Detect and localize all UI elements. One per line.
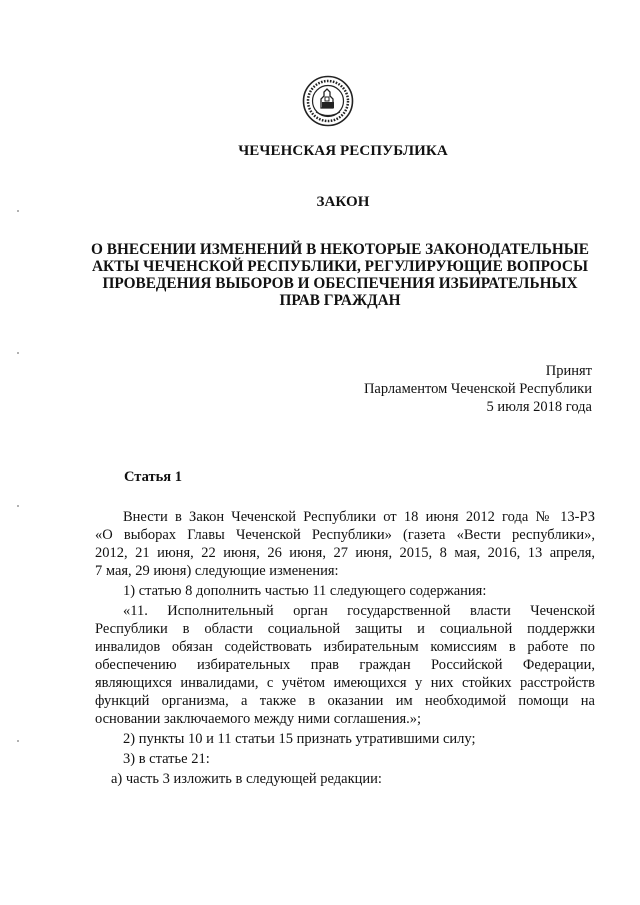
list-item: 1) статью 8 дополнить частью 11 следующего содержания:	[123, 583, 487, 599]
quote-line: обеспечению избирательных прав граждан Российской Федерации,	[95, 657, 595, 673]
law-title-line: ПРОВЕДЕНИЯ ВЫБОРОВ И ОБЕСПЕЧЕНИЯ ИЗБИРАТЕЛЬНЫХ	[102, 275, 578, 292]
law-title-line: О ВНЕСЕНИИ ИЗМЕНЕНИЙ В НЕКОТОРЫЕ ЗАКОНОДАТЕЛЬНЫЕ	[91, 241, 589, 258]
list-item: 3) в статье 21:	[123, 751, 210, 767]
scan-mark	[17, 505, 19, 507]
paragraph-line: Внести в Закон Чеченской Республики от 18 июня 2012 года № 13-РЗ	[123, 509, 595, 525]
list-item: 2) пункты 10 и 11 статьи 15 признать утратившими силу;	[123, 731, 476, 747]
quote-line: являющихся инвалидами, с учётом имеющихся у них стойких расстройств	[95, 675, 595, 691]
scan-mark	[17, 740, 19, 742]
adoption-block	[364, 362, 592, 416]
scan-mark	[17, 352, 19, 354]
law-title-line: АКТЫ ЧЕЧЕНСКОЙ РЕСПУБЛИКИ, РЕГУЛИРУЮЩИЕ ВОПРОСЫ	[91, 258, 589, 275]
article-heading: Статья 1	[124, 469, 182, 485]
quote-line: функций организма, а также в оказании им необходимой помощи на	[95, 693, 595, 709]
quote-line: «11. Исполнительный орган государственной власти Чеченской	[123, 603, 595, 619]
adopted-label: Принят	[545, 363, 592, 379]
quote-line: Республики в области социальной защиты и социальной поддержки	[95, 621, 595, 637]
law-title-line: ПРАВ ГРАЖДАН	[279, 292, 401, 309]
list-item: а) часть 3 изложить в следующей редакции:	[111, 771, 382, 787]
paragraph-line: 2012, 21 июня, 22 июня, 26 июня, 27 июня, 2015, 8 мая, 2016, 13 апреля,	[95, 545, 595, 561]
adopted-date: 5 июля 2018 года	[486, 399, 592, 415]
republic-heading: ЧЕЧЕНСКАЯ РЕСПУБЛИКА	[238, 143, 448, 159]
law-title	[80, 241, 600, 309]
quote-line: основании заключаемого между ними соглашения.»;	[95, 711, 422, 727]
adopted-by: Парламентом Чеченской Республики	[363, 381, 592, 397]
article-body	[95, 508, 595, 788]
quote-line: инвалидов обязан содействовать избирательным комиссиям в работе по	[95, 639, 595, 655]
paragraph-line: 7 мая, 29 июня) следующие изменения:	[95, 563, 339, 579]
paragraph-line: «О выборах Главы Чеченской Республики» (газета «Вести республики»,	[95, 527, 595, 543]
scan-mark	[17, 210, 19, 212]
document-type-heading: ЗАКОН	[316, 194, 370, 210]
coat-of-arms-icon	[302, 75, 354, 127]
